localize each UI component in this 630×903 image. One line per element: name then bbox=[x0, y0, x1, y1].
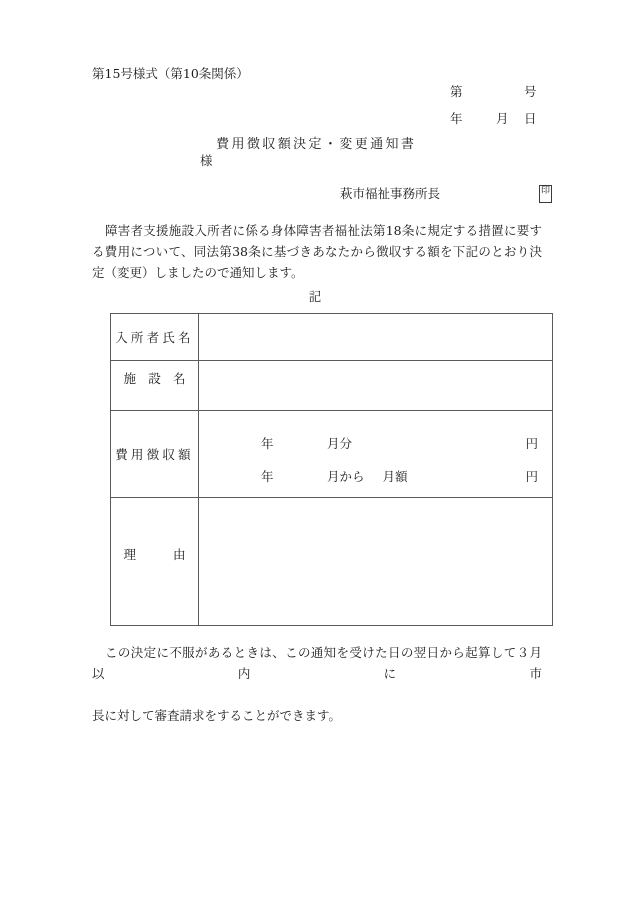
table-row bbox=[111, 498, 553, 626]
fee-spacer bbox=[199, 434, 261, 452]
issuer-row bbox=[340, 184, 552, 202]
number-suffix: 号 bbox=[524, 84, 537, 99]
ki-marker: 記 bbox=[308, 289, 322, 304]
label-text: 入所者氏名 bbox=[115, 330, 194, 345]
form-table bbox=[110, 313, 553, 626]
fee2-currency-unit: 円 bbox=[525, 469, 538, 484]
fee-line-monthly-from bbox=[199, 467, 552, 485]
table-row bbox=[111, 411, 553, 498]
date-month-label: 月 bbox=[496, 111, 509, 126]
row-label-collection-amount bbox=[111, 411, 199, 498]
fee-lines bbox=[199, 423, 552, 485]
date-day-label: 日 bbox=[524, 111, 537, 126]
row-label-resident-name bbox=[111, 314, 199, 361]
addressee-honorific: 様 bbox=[200, 153, 213, 168]
label-text: 費用徴収額 bbox=[115, 447, 194, 462]
number-middle bbox=[496, 82, 524, 100]
label-text: 施設名 bbox=[123, 371, 186, 386]
date-year-label: 年 bbox=[450, 111, 463, 126]
row-value-reason[interactable] bbox=[199, 498, 553, 626]
fee2-month-from-label bbox=[327, 467, 524, 485]
label-text: 理由 bbox=[123, 547, 186, 562]
row-label-facility-name bbox=[111, 361, 199, 411]
document-number-block bbox=[450, 82, 542, 127]
form-number: 第15号様式（第10条関係） bbox=[92, 66, 249, 81]
footer-line-2: 長に対して審査請求をすることができます。 bbox=[92, 708, 342, 723]
row-value-collection-amount[interactable] bbox=[199, 411, 553, 498]
body-paragraph: 障害者支援施設入所者に係る身体障害者福祉法第18条に規定する措置に要する費用について、同法第38条に基づきあなたから徴収する額を下記のとおり決定（変更）しましたので通知します。 bbox=[92, 223, 542, 280]
document-date-line bbox=[450, 109, 542, 127]
row-value-facility-name[interactable] bbox=[199, 361, 553, 411]
footer-line-1: この決定に不服があるときは、この通知を受けた日の翌日から起算して３月以内に市 bbox=[92, 645, 542, 681]
fee2-monthly-amount-label: 月額 bbox=[382, 469, 408, 484]
table-row bbox=[111, 314, 553, 361]
fee1-year-label: 年 bbox=[261, 436, 274, 451]
row-label-reason bbox=[111, 498, 199, 626]
row-value-resident-name[interactable] bbox=[199, 314, 553, 361]
fee-line-single-month bbox=[199, 434, 552, 452]
fee1-currency-unit: 円 bbox=[525, 436, 538, 451]
page-title: 費用徴収額決定・変更通知書 bbox=[216, 137, 417, 152]
footer-paragraph bbox=[92, 642, 542, 726]
number-prefix: 第 bbox=[450, 84, 463, 99]
fee2-year-label: 年 bbox=[261, 469, 274, 484]
fee-spacer bbox=[199, 467, 261, 485]
fee1-month-label: 月分 bbox=[327, 436, 353, 451]
issuer-name: 萩市福祉事務所長 bbox=[340, 186, 441, 201]
document-number-line bbox=[450, 82, 542, 100]
table-row bbox=[111, 361, 553, 411]
fee2-month-label: 月から bbox=[327, 469, 365, 484]
seal-icon: 印 bbox=[539, 185, 552, 203]
